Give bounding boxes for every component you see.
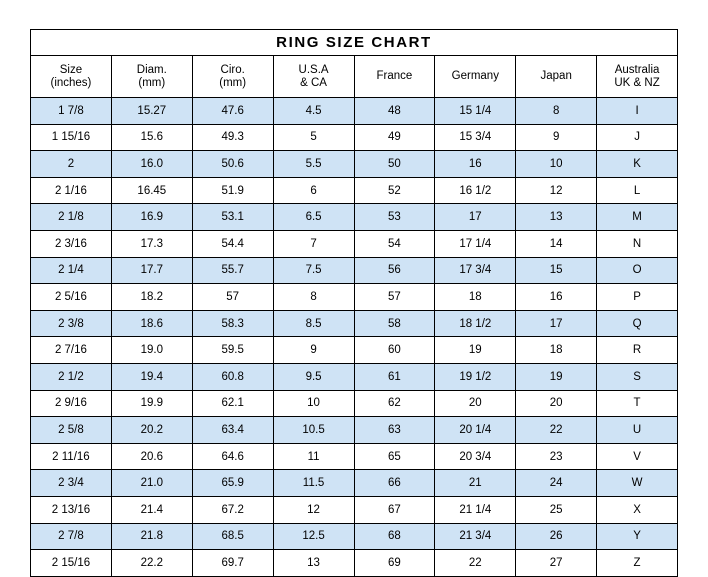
table-row xyxy=(31,337,678,364)
cell-france: 61 xyxy=(354,363,435,390)
cell-germany: 17 3/4 xyxy=(435,257,516,284)
column-header-circumference-line2: (mm) xyxy=(219,76,247,89)
column-header-size-line2: (inches) xyxy=(50,76,92,89)
chart-title-row xyxy=(31,30,678,56)
column-header-france-line1: France xyxy=(376,70,413,82)
cell-size: 2 15/16 xyxy=(31,550,112,577)
cell-australia-uk-nz: W xyxy=(597,470,678,497)
table-row xyxy=(31,151,678,178)
table-row xyxy=(31,443,678,470)
cell-japan: 12 xyxy=(516,177,597,204)
cell-circumference: 59.5 xyxy=(192,337,273,364)
cell-circumference: 50.6 xyxy=(192,151,273,178)
cell-usa-ca: 4.5 xyxy=(273,98,354,125)
cell-japan: 26 xyxy=(516,523,597,550)
cell-diameter: 22.2 xyxy=(111,550,192,577)
cell-diameter: 15.27 xyxy=(111,98,192,125)
cell-usa-ca: 7.5 xyxy=(273,257,354,284)
cell-france: 69 xyxy=(354,550,435,577)
cell-australia-uk-nz: Q xyxy=(597,310,678,337)
cell-australia-uk-nz: U xyxy=(597,417,678,444)
cell-usa-ca: 6 xyxy=(273,177,354,204)
cell-circumference: 68.5 xyxy=(192,523,273,550)
cell-size: 2 1/8 xyxy=(31,204,112,231)
cell-circumference: 49.3 xyxy=(192,124,273,151)
cell-size: 2 3/16 xyxy=(31,230,112,257)
column-header-japan xyxy=(516,56,597,98)
cell-germany: 17 xyxy=(435,204,516,231)
cell-france: 56 xyxy=(354,257,435,284)
cell-australia-uk-nz: K xyxy=(597,151,678,178)
table-row xyxy=(31,496,678,523)
cell-size: 2 5/16 xyxy=(31,284,112,311)
cell-germany: 17 1/4 xyxy=(435,230,516,257)
cell-germany: 20 xyxy=(435,390,516,417)
column-header-diameter xyxy=(111,56,192,98)
cell-australia-uk-nz: N xyxy=(597,230,678,257)
cell-germany: 22 xyxy=(435,550,516,577)
cell-france: 62 xyxy=(354,390,435,417)
cell-size: 1 15/16 xyxy=(31,124,112,151)
cell-diameter: 20.2 xyxy=(111,417,192,444)
table-row xyxy=(31,124,678,151)
cell-usa-ca: 5.5 xyxy=(273,151,354,178)
column-header-circumference xyxy=(192,56,273,98)
cell-australia-uk-nz: L xyxy=(597,177,678,204)
cell-usa-ca: 8 xyxy=(273,284,354,311)
cell-circumference: 57 xyxy=(192,284,273,311)
cell-australia-uk-nz: I xyxy=(597,98,678,125)
cell-circumference: 51.9 xyxy=(192,177,273,204)
cell-japan: 20 xyxy=(516,390,597,417)
column-header-circumference-line1: Ciro. xyxy=(220,63,245,76)
cell-germany: 21 1/4 xyxy=(435,496,516,523)
cell-diameter: 19.4 xyxy=(111,363,192,390)
cell-usa-ca: 7 xyxy=(273,230,354,257)
cell-diameter: 21.4 xyxy=(111,496,192,523)
cell-france: 52 xyxy=(354,177,435,204)
cell-circumference: 67.2 xyxy=(192,496,273,523)
table-row xyxy=(31,257,678,284)
cell-usa-ca: 10 xyxy=(273,390,354,417)
cell-size: 2 xyxy=(31,151,112,178)
cell-japan: 25 xyxy=(516,496,597,523)
cell-diameter: 20.6 xyxy=(111,443,192,470)
cell-japan: 9 xyxy=(516,124,597,151)
cell-japan: 23 xyxy=(516,443,597,470)
chart-title: RING SIZE CHART xyxy=(31,30,678,56)
table-row xyxy=(31,204,678,231)
table-row xyxy=(31,550,678,577)
cell-usa-ca: 13 xyxy=(273,550,354,577)
cell-france: 63 xyxy=(354,417,435,444)
cell-australia-uk-nz: O xyxy=(597,257,678,284)
cell-france: 66 xyxy=(354,470,435,497)
cell-japan: 10 xyxy=(516,151,597,178)
table-row xyxy=(31,363,678,390)
cell-australia-uk-nz: V xyxy=(597,443,678,470)
cell-diameter: 18.6 xyxy=(111,310,192,337)
cell-diameter: 21.8 xyxy=(111,523,192,550)
cell-circumference: 62.1 xyxy=(192,390,273,417)
column-header-diameter-line1: Diam. xyxy=(136,63,167,76)
cell-japan: 19 xyxy=(516,363,597,390)
table-header-row xyxy=(31,56,678,98)
cell-diameter: 19.9 xyxy=(111,390,192,417)
cell-circumference: 54.4 xyxy=(192,230,273,257)
cell-circumference: 55.7 xyxy=(192,257,273,284)
cell-germany: 19 xyxy=(435,337,516,364)
cell-australia-uk-nz: T xyxy=(597,390,678,417)
cell-diameter: 21.0 xyxy=(111,470,192,497)
cell-france: 67 xyxy=(354,496,435,523)
cell-germany: 18 xyxy=(435,284,516,311)
cell-diameter: 16.45 xyxy=(111,177,192,204)
cell-germany: 16 xyxy=(435,151,516,178)
cell-france: 60 xyxy=(354,337,435,364)
cell-circumference: 53.1 xyxy=(192,204,273,231)
cell-size: 1 7/8 xyxy=(31,98,112,125)
cell-usa-ca: 10.5 xyxy=(273,417,354,444)
cell-circumference: 58.3 xyxy=(192,310,273,337)
cell-usa-ca: 5 xyxy=(273,124,354,151)
table-row xyxy=(31,523,678,550)
cell-size: 2 7/16 xyxy=(31,337,112,364)
cell-japan: 27 xyxy=(516,550,597,577)
cell-diameter: 17.3 xyxy=(111,230,192,257)
column-header-australia-line1: Australia xyxy=(614,63,660,76)
cell-size: 2 1/4 xyxy=(31,257,112,284)
cell-france: 57 xyxy=(354,284,435,311)
cell-japan: 17 xyxy=(516,310,597,337)
cell-france: 65 xyxy=(354,443,435,470)
cell-diameter: 19.0 xyxy=(111,337,192,364)
cell-australia-uk-nz: Y xyxy=(597,523,678,550)
cell-circumference: 60.8 xyxy=(192,363,273,390)
table-row xyxy=(31,310,678,337)
cell-japan: 8 xyxy=(516,98,597,125)
cell-size: 2 7/8 xyxy=(31,523,112,550)
table-body xyxy=(31,30,678,577)
cell-france: 68 xyxy=(354,523,435,550)
cell-size: 2 3/8 xyxy=(31,310,112,337)
cell-diameter: 18.2 xyxy=(111,284,192,311)
cell-size: 2 5/8 xyxy=(31,417,112,444)
cell-circumference: 64.6 xyxy=(192,443,273,470)
column-header-germany-line1: Germany xyxy=(451,70,499,82)
column-header-france xyxy=(354,56,435,98)
cell-diameter: 17.7 xyxy=(111,257,192,284)
cell-france: 48 xyxy=(354,98,435,125)
cell-diameter: 16.0 xyxy=(111,151,192,178)
cell-size: 2 13/16 xyxy=(31,496,112,523)
cell-japan: 16 xyxy=(516,284,597,311)
cell-germany: 15 1/4 xyxy=(435,98,516,125)
column-header-size xyxy=(31,56,112,98)
cell-circumference: 69.7 xyxy=(192,550,273,577)
cell-germany: 16 1/2 xyxy=(435,177,516,204)
cell-australia-uk-nz: M xyxy=(597,204,678,231)
ring-size-chart-table xyxy=(30,29,678,577)
column-header-size-line1: Size xyxy=(59,63,83,76)
cell-usa-ca: 12 xyxy=(273,496,354,523)
column-header-usa-ca-line2: & CA xyxy=(300,76,327,89)
cell-circumference: 47.6 xyxy=(192,98,273,125)
cell-australia-uk-nz: J xyxy=(597,124,678,151)
table-row xyxy=(31,470,678,497)
cell-japan: 24 xyxy=(516,470,597,497)
cell-usa-ca: 11 xyxy=(273,443,354,470)
table-row xyxy=(31,98,678,125)
column-header-diameter-line2: (mm) xyxy=(138,76,166,89)
cell-australia-uk-nz: P xyxy=(597,284,678,311)
cell-usa-ca: 9 xyxy=(273,337,354,364)
cell-germany: 21 xyxy=(435,470,516,497)
cell-usa-ca: 11.5 xyxy=(273,470,354,497)
cell-diameter: 15.6 xyxy=(111,124,192,151)
cell-circumference: 65.9 xyxy=(192,470,273,497)
table-row xyxy=(31,177,678,204)
cell-germany: 15 3/4 xyxy=(435,124,516,151)
cell-japan: 22 xyxy=(516,417,597,444)
cell-germany: 19 1/2 xyxy=(435,363,516,390)
cell-japan: 13 xyxy=(516,204,597,231)
cell-diameter: 16.9 xyxy=(111,204,192,231)
cell-france: 50 xyxy=(354,151,435,178)
cell-circumference: 63.4 xyxy=(192,417,273,444)
cell-germany: 20 3/4 xyxy=(435,443,516,470)
cell-japan: 18 xyxy=(516,337,597,364)
cell-usa-ca: 6.5 xyxy=(273,204,354,231)
cell-size: 2 3/4 xyxy=(31,470,112,497)
cell-size: 2 9/16 xyxy=(31,390,112,417)
cell-usa-ca: 8.5 xyxy=(273,310,354,337)
cell-usa-ca: 12.5 xyxy=(273,523,354,550)
table-row xyxy=(31,390,678,417)
column-header-usa-ca xyxy=(273,56,354,98)
cell-australia-uk-nz: S xyxy=(597,363,678,390)
cell-france: 54 xyxy=(354,230,435,257)
cell-germany: 18 1/2 xyxy=(435,310,516,337)
cell-france: 53 xyxy=(354,204,435,231)
table-row xyxy=(31,417,678,444)
column-header-australia-line2: UK & NZ xyxy=(614,76,660,89)
cell-france: 49 xyxy=(354,124,435,151)
cell-usa-ca: 9.5 xyxy=(273,363,354,390)
cell-size: 2 1/2 xyxy=(31,363,112,390)
cell-japan: 14 xyxy=(516,230,597,257)
cell-germany: 21 3/4 xyxy=(435,523,516,550)
table-row xyxy=(31,230,678,257)
cell-germany: 20 1/4 xyxy=(435,417,516,444)
table-row xyxy=(31,284,678,311)
column-header-usa-ca-line1: U.S.A xyxy=(298,63,329,76)
cell-japan: 15 xyxy=(516,257,597,284)
cell-australia-uk-nz: X xyxy=(597,496,678,523)
cell-australia-uk-nz: Z xyxy=(597,550,678,577)
cell-australia-uk-nz: R xyxy=(597,337,678,364)
column-header-japan-line1: Japan xyxy=(540,70,572,82)
column-header-germany xyxy=(435,56,516,98)
cell-france: 58 xyxy=(354,310,435,337)
ring-size-chart-container xyxy=(30,29,678,577)
cell-size: 2 11/16 xyxy=(31,443,112,470)
column-header-australia-uk-nz xyxy=(597,56,678,98)
cell-size: 2 1/16 xyxy=(31,177,112,204)
